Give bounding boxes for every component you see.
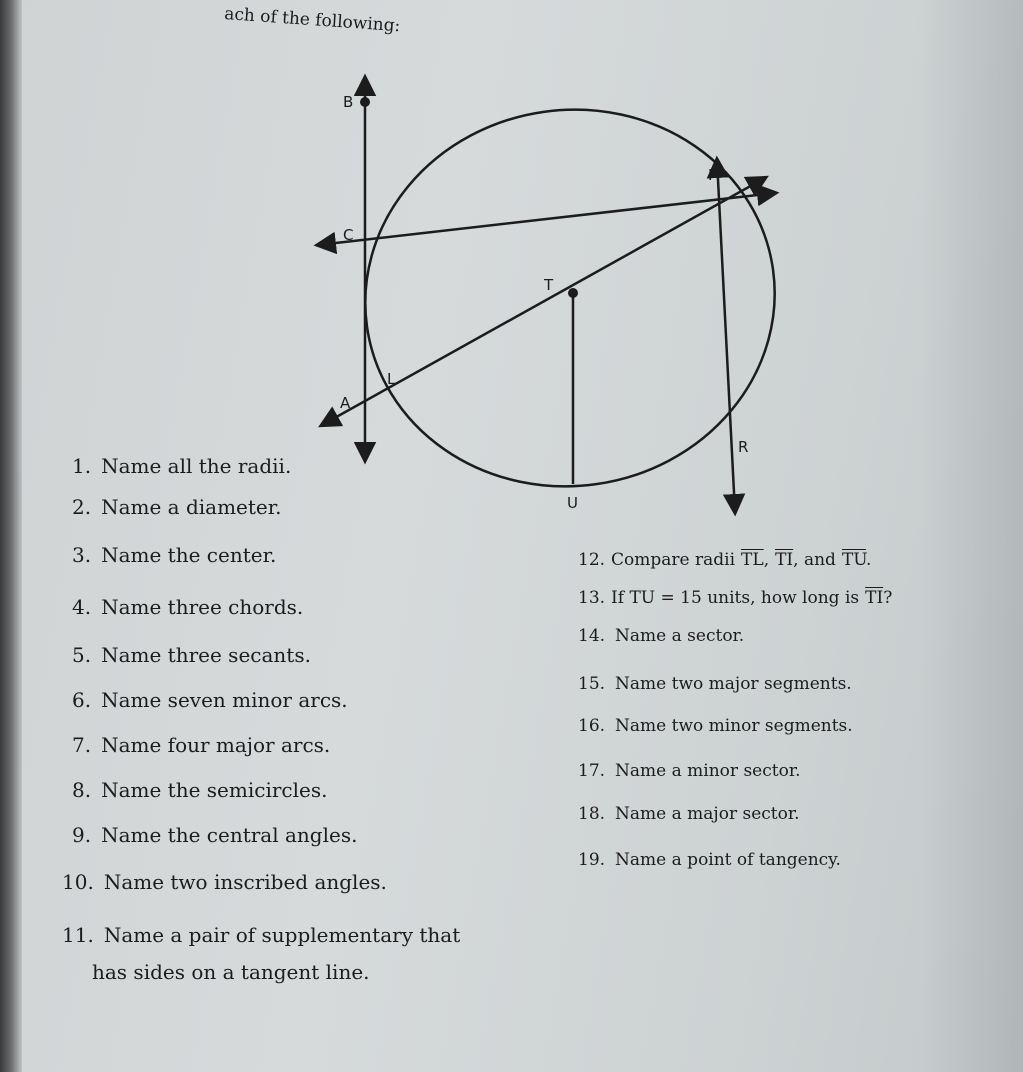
point-T bbox=[568, 288, 578, 298]
label-B: B bbox=[343, 93, 354, 111]
label-A: A bbox=[340, 394, 351, 412]
question-2: 2. Name a diameter. bbox=[72, 495, 282, 519]
label-U: U bbox=[567, 494, 578, 512]
label-C: C bbox=[343, 226, 354, 244]
question-17: 17. Name a minor sector. bbox=[578, 761, 801, 781]
question-18: 18. Name a major sector. bbox=[578, 804, 800, 824]
question-11-continued: has sides on a tangent line. bbox=[92, 960, 370, 984]
question-5: 5. Name three secants. bbox=[72, 643, 311, 667]
secant-line-IR bbox=[717, 160, 735, 512]
question-13: 13. If TU = 15 units, how long is $\overline{TI}$? bbox=[578, 588, 893, 608]
instruction-header: ach of the following: bbox=[223, 4, 401, 37]
question-3: 3. Name the center. bbox=[72, 543, 277, 567]
label-R: R bbox=[738, 438, 749, 456]
label-L: L bbox=[387, 370, 396, 388]
question-11: 11. Name a pair of supplementary that bbox=[62, 923, 461, 947]
label-T: T bbox=[544, 276, 554, 294]
question-12: 12. Compare radii $\overline{TL}$, $\overline{TI}$, and $\overline{TU}$. bbox=[578, 550, 872, 570]
circle bbox=[341, 83, 799, 512]
question-19: 19. Name a point of tangency. bbox=[578, 850, 841, 870]
question-16: 16. Name two minor segments. bbox=[578, 716, 853, 736]
question-4: 4. Name three chords. bbox=[72, 595, 304, 619]
point-B bbox=[360, 97, 370, 107]
question-15: 15. Name two major segments. bbox=[578, 674, 852, 694]
question-7: 7. Name four major arcs. bbox=[72, 733, 331, 757]
question-6: 6. Name seven minor arcs. bbox=[72, 688, 348, 712]
question-14: 14. Name a sector. bbox=[578, 626, 745, 646]
label-I: I bbox=[708, 166, 713, 184]
question-9: 9. Name the central angles. bbox=[72, 823, 358, 847]
question-8: 8. Name the semicircles. bbox=[72, 778, 328, 802]
question-10: 10. Name two inscribed angles. bbox=[62, 870, 387, 894]
question-1: 1. Name all the radii. bbox=[72, 454, 292, 478]
